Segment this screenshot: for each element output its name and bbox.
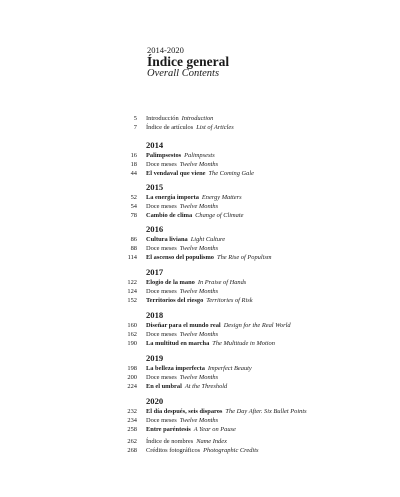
entry-title-en: In Praise of Hands [197, 279, 247, 286]
page-number: 18 [130, 160, 137, 168]
entry-title [146, 417, 218, 426]
entry-title-en: Twelve Months [179, 373, 219, 381]
toc-entry[interactable] [0, 152, 400, 161]
entry-title-es: El ascenso del populismo [146, 253, 215, 261]
entry-title-en: Territories of Risk [206, 296, 253, 304]
entry-title-en: The Rise of Populism [217, 253, 272, 261]
page-number: 122 [127, 279, 137, 286]
entry-title-en: Twelve Months [179, 330, 219, 338]
entry-title [146, 124, 234, 133]
year-heading: 2016 [146, 224, 164, 234]
entry-title [146, 254, 272, 263]
toc-entry[interactable] [0, 331, 400, 340]
entry-title-es: El día después, seis disparos [146, 408, 223, 415]
year-entries [0, 365, 400, 392]
year-heading: 2018 [146, 310, 164, 320]
entry-title-en: The Multitude in Motion [212, 339, 275, 347]
page-number: 7 [133, 123, 137, 131]
entry-title [146, 170, 254, 179]
entry-title-en: The Coming Gale [208, 169, 254, 177]
toc-entry[interactable] [0, 245, 400, 254]
entry-title-en: Twelve Months [179, 160, 219, 168]
entry-title [146, 331, 218, 340]
toc-entry[interactable] [0, 438, 400, 447]
entry-title-es: Doce meses [146, 244, 177, 252]
page-number: 200 [127, 373, 137, 381]
page-number: 234 [127, 416, 137, 424]
toc-entry[interactable] [0, 203, 400, 212]
page-number: 114 [127, 253, 137, 261]
entry-title-es: La belleza imperfecta [146, 365, 205, 372]
entry-title [146, 115, 213, 124]
entry-title [146, 365, 252, 374]
entry-title [146, 383, 227, 392]
intro-list [0, 115, 400, 133]
toc-entry[interactable] [0, 297, 400, 306]
page-number: 5 [133, 115, 137, 122]
entry-title-es: Doce meses [146, 330, 177, 338]
page-number: 86 [130, 236, 137, 243]
entry-title [146, 322, 291, 331]
toc-entry[interactable] [0, 408, 400, 417]
entry-title [146, 426, 236, 435]
year-entries [0, 408, 400, 435]
entry-title-en: Photographic Credits [203, 446, 259, 454]
page-number: 198 [127, 365, 137, 372]
entry-title [146, 152, 215, 161]
toc-entry[interactable] [0, 161, 400, 170]
entry-title-es: Créditos fotográficos [146, 446, 201, 454]
toc-entry[interactable] [0, 340, 400, 349]
page-number: 124 [127, 287, 137, 295]
toc-entry[interactable] [0, 417, 400, 426]
entry-title-en: Design for the Real World [223, 322, 291, 329]
page-number: 152 [127, 296, 137, 304]
page-subtitle: Overall Contents [147, 68, 220, 79]
year-heading: 2015 [146, 182, 164, 192]
entry-title-en: Energy Matters [201, 194, 242, 201]
toc-entry[interactable] [0, 322, 400, 331]
toc-entry[interactable] [0, 447, 400, 456]
entry-title [146, 438, 227, 447]
page-title: Índice general [147, 54, 230, 69]
entry-title-es: Doce meses [146, 202, 177, 210]
toc-entry[interactable] [0, 236, 400, 245]
entry-title-es: Cultura liviana [146, 236, 188, 243]
entry-title [146, 297, 253, 306]
year-entries [0, 152, 400, 179]
entry-title-es: Doce meses [146, 160, 177, 168]
toc-entry[interactable] [0, 194, 400, 203]
entry-title-es: Doce meses [146, 287, 177, 295]
entry-title [146, 340, 275, 349]
entry-title-en: Twelve Months [179, 287, 219, 295]
year-heading: 2020 [146, 396, 164, 406]
toc-entry[interactable] [0, 288, 400, 297]
entry-title [146, 279, 246, 288]
toc-entry[interactable] [0, 279, 400, 288]
page-number: 268 [127, 446, 137, 454]
entry-title [146, 408, 307, 417]
toc-entry[interactable] [0, 170, 400, 179]
year-heading: 2014 [146, 140, 164, 150]
entry-title-es: Territorios del riesgo [146, 296, 204, 304]
entry-title-en: Introduction [181, 115, 214, 122]
entry-title-en: A Year on Pause [193, 425, 236, 433]
toc-entry[interactable] [0, 254, 400, 263]
entry-title [146, 288, 218, 297]
entry-title-es: La multitud en marcha [146, 339, 210, 347]
entry-title-es: Índice de nombres [146, 438, 194, 445]
entry-title [146, 203, 218, 212]
entry-title [146, 161, 218, 170]
page-number: 160 [127, 322, 137, 329]
entry-title-es: Índice de artículos [146, 123, 194, 131]
entry-title-en: Light Culture [190, 236, 226, 243]
entry-title [146, 236, 225, 245]
page-number: 44 [130, 169, 137, 177]
toc-entry[interactable] [0, 374, 400, 383]
entry-title-es: Cambio de clima [146, 211, 193, 219]
year-entries [0, 322, 400, 349]
page-number: 78 [130, 211, 137, 219]
closing-list [0, 438, 400, 456]
year-heading: 2017 [146, 267, 164, 277]
toc-entry[interactable] [0, 365, 400, 374]
entry-title-en: Twelve Months [179, 244, 219, 252]
entry-title-es: Doce meses [146, 416, 177, 424]
page-number: 224 [127, 382, 137, 390]
toc-entry[interactable] [0, 212, 400, 221]
entry-title [146, 447, 258, 456]
entry-title-en: The Day After. Six Bullet Points [225, 408, 307, 415]
entry-title-es: Elogio de la mano [146, 279, 195, 286]
entry-title-es: Palimpsestos [146, 152, 182, 159]
entry-title-en: Imperfect Beauty [207, 365, 252, 372]
entry-title-en: Twelve Months [179, 202, 219, 210]
entry-title-en: Palimpsests [184, 152, 215, 159]
entry-title-en: Change of Climate [195, 211, 244, 219]
page-number: 16 [130, 152, 137, 159]
entry-title-es: Entre paréntesis [146, 425, 191, 433]
page-number: 262 [127, 438, 137, 445]
page-number: 232 [127, 408, 137, 415]
entry-title-es: Introducción [146, 115, 179, 122]
year-entries [0, 194, 400, 221]
entry-title-en: Twelve Months [179, 416, 219, 424]
year-entries [0, 279, 400, 306]
page-number: 190 [127, 339, 137, 347]
page-number: 54 [130, 202, 137, 210]
entry-title [146, 245, 218, 254]
year-entries [0, 236, 400, 263]
entry-title-en: List of Articles [196, 123, 234, 131]
page-number: 258 [127, 425, 137, 433]
entry-title-en: At the Threshold [184, 382, 228, 390]
entry-title-es: La energía importa [146, 194, 199, 201]
page-number: 88 [130, 244, 137, 252]
entry-title [146, 212, 243, 221]
entry-title [146, 374, 218, 383]
toc-entry[interactable] [0, 124, 400, 133]
entry-title [146, 194, 242, 203]
toc-entry[interactable] [0, 426, 400, 435]
page-number: 52 [130, 194, 137, 201]
entry-title-en: Name Index [196, 438, 227, 445]
page-header [147, 45, 229, 79]
page-number: 162 [127, 330, 137, 338]
entry-title-es: En el umbral [146, 382, 182, 390]
year-range: 2014-2020 [147, 45, 184, 55]
entry-title-es: Doce meses [146, 373, 177, 381]
toc-entry[interactable] [0, 115, 400, 124]
entry-title-es: El vendaval que viene [146, 169, 206, 177]
entry-title-es: Diseñar para el mundo real [146, 322, 221, 329]
year-heading: 2019 [146, 353, 164, 363]
toc-entry[interactable] [0, 383, 400, 392]
